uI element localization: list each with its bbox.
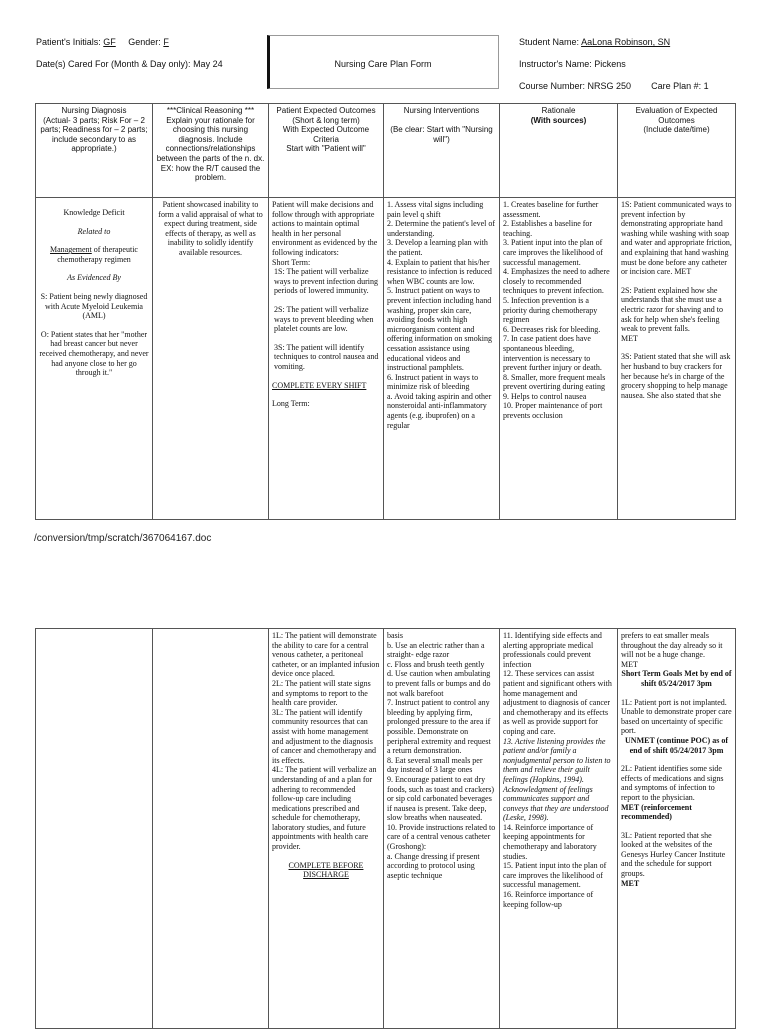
diagnosis-title: Knowledge Deficit <box>63 208 125 217</box>
table-header-row <box>36 104 736 198</box>
header-nursing-interventions: Nursing Interventions (Be clear: Start with "Nursing will") <box>384 104 500 198</box>
instructor-value: Pickens <box>594 59 626 69</box>
interventions-cell: 1. Assess vital signs including pain level q shift 2. Determine the patient's level of understanding. 3. Develop a learning plan with the patient. 4. Explain to patient that his/her resistance to infection is reduced when WBC counts are low. 5. Instruct patient on ways to prevent infection including hand washing, proper skin care, avoiding foods with high microorganism content and offering information on smoking cessation assistance using educational videos and instructional pamphlets. 6. Instruct patient in ways to minimize risk of bleeding a. Avoid taking aspirin and other nonsteroidal anti-inflammatory agents (e.g. ibuprofen) on a regular <box>384 198 500 520</box>
long-term-outcomes: 1L: The patient will demonstrate the ability to care for a central venous catheter, a peritoneal catheter, or an implanted infusion device once placed. 2L: The patient will state signs and symptoms to report to the health care provider. 3L: The patient will identify community resources that can assist with home management and adjustment to the diagnosis of cancer and chemotherapy and its effects. 4L: The patient will verbalize an understanding of and a plan for adhering to recommended follow-up care including medications prescribed and schedule for chemotherapy, laboratory studies, and future appointments with health care provider. <box>272 631 380 852</box>
diagnosis-cell-cont <box>36 629 153 1029</box>
outcome-2s: 2S: The patient will verbalize ways to prevent bleeding when platelet counts are low. <box>274 304 374 334</box>
reasoning-cell-cont <box>153 629 269 1029</box>
rationale-cell-cont <box>500 629 618 1029</box>
evaluation-3s: 3S: Patient stated that she will ask her husband to buy crackers for her because he's in charge of the grocery shopping to help manage nausea. She also stated that she <box>621 352 731 400</box>
table-row <box>36 198 736 520</box>
management-word: Management <box>50 245 92 255</box>
outcomes-intro: Patient will make decisions and follow through with appropriate actions to maintain optimal health in her personal environment as evidenced by the following indicators: <box>272 200 378 257</box>
outcomes-cell-cont <box>269 629 384 1029</box>
short-term-goals-met: Short Term Goals Met by end of shift 05/24/2017 3pm <box>621 669 732 688</box>
outcome-1s: 1S: The patient will verbalize ways to prevent infection during periods of lowered immunity. <box>274 267 378 296</box>
diagnosis-related-factor <box>39 245 149 264</box>
file-path-caption: /conversion/tmp/scratch/367064167.doc <box>34 533 212 544</box>
student-name-line <box>519 37 670 47</box>
evidenced-by: As Evidenced By <box>67 273 121 283</box>
patient-initials-label: Patient's Initials: <box>36 37 101 47</box>
dates-label: Date(s) Cared For (Month & Day only): <box>36 59 191 69</box>
subjective-data: S: Patient being newly diagnosed with Acute Myeloid Leukemia (AML) <box>40 291 148 321</box>
gender-label: Gender: <box>128 37 161 47</box>
outcome-3s: 3S: The patient will identify techniques to control nausea and vomiting. <box>274 342 379 371</box>
evaluation-3l: 3L: Patient reported that she looked at the websites of the Genesys Hurley Cancer Institute and the schedule for support groups. <box>621 830 726 879</box>
reasoning-cell: Patient showcased inability to form a valid appraisal of what to expect during treatment, side effects of therapy, as well as inability to solidly identify available resources. <box>153 198 269 520</box>
student-name-value: AaLona Robinson, SN <box>581 37 671 47</box>
rationale-11-12: 11. Identifying side effects and alerting appropriate medical professionals could prevent infection 12. These services can assist patient and significant others with home management and adjustment to diagnosis of cancer and chemotherapy and its effects as well as provide support for coping and care. <box>503 631 612 736</box>
care-plan-label: Care Plan #: <box>651 81 702 91</box>
evaluation-3l-status: MET <box>621 878 640 888</box>
header-evaluation: Evaluation of Expected Outcomes (Include date/time) <box>618 104 736 198</box>
evaluation-cell-cont <box>618 629 736 1029</box>
course-value: NRSG 250 <box>587 81 632 91</box>
management-rest: of therapeutic chemotherapy regimen <box>57 245 138 264</box>
patient-initials-line <box>36 37 169 47</box>
course-line <box>519 81 709 91</box>
care-plan-table-page1 <box>35 103 736 520</box>
course-label: Course Number: <box>519 81 586 91</box>
rationale-title: Rationale <box>541 106 576 115</box>
instructor-line <box>519 59 626 69</box>
care-plan-table-page2 <box>35 628 736 1029</box>
form-title: Nursing Care Plan Form <box>334 59 432 69</box>
header-clinical-reasoning: ***Clinical Reasoning *** Explain your rationale for choosing this nursing diagnosis. Include connections/relationships between the parts of the n. dx. EX: how the R/T caused the problem. <box>153 104 269 198</box>
related-to: Related to <box>77 226 111 236</box>
rationale-13: 13. Active listening provides the patient and/or family a nonjudgmental person to listen to them and relieve their guilt feelings (Hopkins, 1994). Acknowledgment of feelings communicates support and conveys that they are understood (Leske, 1998). <box>503 736 611 823</box>
evaluation-2s-status: MET <box>621 333 638 343</box>
dates-value: May 24 <box>193 59 223 69</box>
patient-initials-value: GF <box>103 37 116 47</box>
diagnosis-cell <box>36 198 153 520</box>
care-plan-value: 1 <box>703 81 709 91</box>
evaluation-3s-cont: prefers to eat smaller meals throughout the day already so it will not be a huge change. <box>621 631 723 660</box>
rationale-14-16: 14. Reinforce importance of keeping appointments for chemotherapy and laboratory studies. 15. Patient input into the plan of care improves the likelihood of successful management. 16. Reinforce importance of keeping follow-up <box>503 822 607 909</box>
instructor-label: Instructor's Name: <box>519 59 592 69</box>
rationale-sub: (With sources) <box>530 115 587 125</box>
evaluation-2s: 2S: Patient explained how she understands that she must use a electric razor for shaving and to ask for help when she's feeling weak to prevent falls. <box>621 285 723 334</box>
evaluation-1s: 1S: Patient communicated ways to prevent infection by demonstrating appropriate hand washing while washing with soap and water and appropriate friction, and explaining that hand washing must be done before any catheter or incision care. MET <box>621 200 732 277</box>
evaluation-3s-status: MET <box>621 659 638 669</box>
evaluation-2l-status: MET (reinforcement recommended) <box>621 802 692 822</box>
outcomes-cell <box>269 198 384 520</box>
student-label: Student Name: <box>519 37 580 47</box>
evaluation-1l-status: UNMET (continue POC) as of end of shift 05/24/2017 3pm <box>625 735 728 755</box>
evaluation-cell <box>618 198 736 520</box>
header-expected-outcomes: Patient Expected Outcomes (Short & long term) With Expected Outcome Criteria Start with "Patient will" <box>269 104 384 198</box>
objective-data: O: Patient states that her "mother had breast cancer but never received chemotherapy, and never had anyone close to her go through it." <box>39 329 149 378</box>
header-rationale <box>500 104 618 198</box>
interventions-cell-cont: basis b. Use an electric rather than a straight- edge razor c. Floss and brush teeth gently d. Use caution when ambulating to prevent falls or bumps and do not walk barefoot 7. Instruct patient to control any bleeding by applying firm, prolonged pressure to the area if possible. Demonstrate on peripheral extremity and request a return demonstration. 8. Eat several small meals per day instead of 3 large ones 9. Encourage patient to eat dry foods, such as toast and crackers) or sip cold carbonated beverages if nausea is present. Take deep, slow breaths when nauseated. 10. Provide instructions related to care of a central venous catheter (Groshong): a. Change dressing if present according to protocol using aseptic technique <box>384 629 500 1029</box>
complete-every-shift: COMPLETE EVERY SHIFT <box>272 380 367 390</box>
table-row <box>36 629 736 1029</box>
evaluation-2l: 2L: Patient identifies some side effects of medications and signs and symptoms of infection to report to the physician. <box>621 764 724 802</box>
long-term-label: Long Term: <box>272 399 310 409</box>
rationale-cell: 1. Creates baseline for further assessment. 2. Establishes a baseline for teaching. 3. Patient input into the plan of care improves the likelihood of successful management. 4. Emphasizes the need to adhere closely to recommended techniques to prevent infection. 5. Infection prevention is a priority during chemotherapy regimen 6. Decreases risk for bleeding. 7. In case patient does have spontaneous bleeding, intervention is necessary to prevent further injury or death. 8. Smaller, more frequent meals prevent overtiring during eating 9. Helps to control nausea 10. Proper maintenance of port prevents occlusion <box>500 198 618 520</box>
short-term-label: Short Term: <box>272 257 311 267</box>
header-nursing-diagnosis: Nursing Diagnosis (Actual- 3 parts; Risk For – 2 parts; Readiness for – 2 parts; include secondary to as appropriate.) <box>36 104 153 198</box>
complete-before-discharge: COMPLETE BEFORE DISCHARGE <box>288 860 364 880</box>
gender-value: F <box>163 37 169 47</box>
evaluation-1l: 1L: Patient port is not implanted. Unable to demonstrate proper care based on uncertainty of specific port. <box>621 697 732 736</box>
dates-line <box>36 59 223 69</box>
